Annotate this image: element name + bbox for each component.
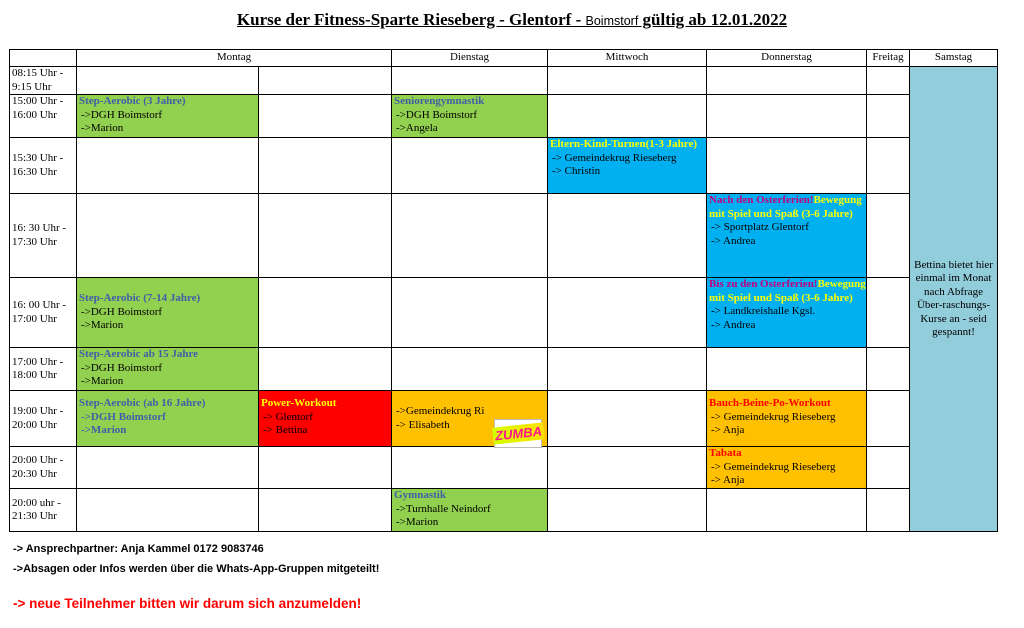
course-step-aerobic-7-14 [77,278,259,348]
course-location: -> Gemeindekrug Rieseberg [711,410,836,423]
empty-cell [77,447,259,489]
time-cell: 20:00 Uhr - 20:30 Uhr [10,447,77,489]
empty-cell [867,138,910,194]
title-valid-from: gültig ab 12.01.2022 [638,10,788,29]
empty-cell [392,138,548,194]
day-header-donnerstag: Donnerstag [707,50,867,67]
empty-cell [259,194,392,278]
empty-cell [707,95,867,138]
table-row [10,348,998,391]
header-row [10,50,998,67]
course-trainer: -> Bettina [263,424,308,436]
empty-cell [867,447,910,489]
course-gymnastik [392,489,548,532]
course-title: Eltern-Kind-Turnen(1-3 Jahre) [550,138,697,150]
empty-cell [548,95,707,138]
course-trainer: -> Anja [711,474,745,486]
title-main: Kurse der Fitness-Sparte Rieseberg - Glentorf - [236,10,586,29]
course-trainer: ->Angela [396,122,438,134]
course-location: -> Gemeindekrug Rieseberg [711,460,836,473]
empty-cell [548,447,707,489]
course-location: ->DGH Boimstorf [396,108,478,121]
course-bewegung-nach-osterferien [707,194,867,278]
time-cell: 16: 00 Uhr - 17:00 Uhr [10,278,77,348]
course-location: ->DGH Boimstorf [81,410,166,423]
empty-cell [392,348,548,391]
time-cell: 08:15 Uhr - 9:15 Uhr [10,67,77,95]
course-trainer: -> Andrea [711,234,756,247]
empty-cell [77,194,259,278]
day-header-freitag: Freitag [867,50,910,67]
course-seniorengymnastik [392,95,548,138]
schedule-table [9,49,998,532]
empty-cell [548,489,707,532]
course-trainer: ->Marion [81,122,124,134]
course-location: ->DGH Boimstorf [81,108,163,121]
course-trainer: ->Marion [396,516,439,528]
course-location: ->DGH Boimstorf [81,305,163,318]
course-location: ->Turnhalle Neindorf [396,502,491,515]
empty-cell [259,95,392,138]
zumba-logo [494,419,542,448]
day-header-montag: Montag [77,50,392,67]
table-row [10,67,998,95]
course-trainer: ->Marion [81,319,124,332]
empty-cell [548,67,707,95]
table-row [10,194,998,278]
course-eltern-kind-turnen [548,138,707,194]
course-location: -> Sportplatz Glentorf [711,221,809,233]
table-row [10,447,998,489]
empty-cell [548,278,707,348]
empty-cell [707,138,867,194]
day-header-mittwoch: Mittwoch [548,50,707,67]
day-header-dienstag: Dienstag [392,50,548,67]
course-trainer: ->Marion [81,424,127,436]
empty-cell [867,194,910,278]
course-trainer: ->Marion [81,375,124,387]
course-title: Step-Aerobic (3 Jahre) [79,95,186,107]
empty-cell [77,489,259,532]
course-location: -> Glentorf [263,410,313,423]
page-title [0,10,1024,30]
course-step-aerobic-15 [77,348,259,391]
course-title: Step-Aerobic (ab 16 Jahre) [79,397,206,409]
course-power-workout [259,391,392,447]
table-row [10,138,998,194]
course-tabata [707,447,867,489]
empty-cell [259,138,392,194]
empty-cell [259,447,392,489]
footer-new-participants: -> neue Teilnehmer bitten wir darum sich anzumelden! [13,596,362,611]
table-row [10,489,998,532]
corner-cell [10,50,77,67]
empty-cell [259,489,392,532]
course-trainer: -> Elisabeth [396,418,450,431]
course-trainer: -> Christin [552,165,601,177]
time-cell: 15:30 Uhr - 16:30 Uhr [10,138,77,194]
course-highlight: Nach den Osterferien! [709,194,814,206]
course-title-text: Bewegung mit Spiel und Spaß (3-6 Jahre) [709,278,866,304]
empty-cell [392,447,548,489]
empty-cell [867,489,910,532]
empty-cell [707,67,867,95]
course-location: ->Gemeindekrug Ri [396,405,485,417]
time-cell: 19:00 Uhr - 20:00 Uhr [10,391,77,447]
course-step-aerobic-3 [77,95,259,138]
time-cell: 15:00 Uhr - 16:00 Uhr [10,95,77,138]
empty-cell [867,348,910,391]
empty-cell [548,391,707,447]
course-title: Gymnastik [394,489,446,501]
empty-cell [548,194,707,278]
table-row [10,278,998,348]
course-location: -> Gemeindekrug Rieseberg [552,151,677,164]
time-cell: 20:00 uhr - 21:30 Uhr [10,489,77,532]
empty-cell [548,348,707,391]
course-location: -> Landkreishalle Kgsl. [711,305,816,317]
day-header-samstag: Samstag [910,50,998,67]
empty-cell [867,95,910,138]
empty-cell [259,278,392,348]
footer-contact: -> Ansprechpartner: Anja Kammel 0172 9083746 [13,543,264,555]
empty-cell [77,138,259,194]
course-title [709,194,866,221]
empty-cell [259,348,392,391]
time-cell: 16: 30 Uhr - 17:30 Uhr [10,194,77,278]
course-trainer: -> Andrea [711,318,756,331]
course-location: ->DGH Boimstorf [81,361,163,374]
course-title: Seniorengymnastik [394,95,485,107]
course-title: Step-Aerobic ab 15 Jahre [79,348,199,360]
zumba-logo-text: ZUMBA [492,422,544,444]
empty-cell [707,348,867,391]
title-location: Boimstorf [585,14,639,28]
empty-cell [392,194,548,278]
course-title: Power-Workout [261,397,337,409]
empty-cell [392,67,548,95]
course-step-aerobic-16 [77,391,259,447]
course-title: Step-Aerobic (7-14 Jahre) [79,292,201,305]
course-title: Tabata [709,447,742,459]
empty-cell [867,67,910,95]
course-trainer: -> Anja [711,424,745,436]
course-bauch-beine-po [707,391,867,447]
footer-info: ->Absagen oder Infos werden über die Whats-App-Gruppen mitgeteilt! [13,563,380,575]
saturday-note: Bettina bietet hier einmal im Monat nach Abfrage Über-raschungs-Kurse an - seid gespannt! [910,67,998,532]
empty-cell [259,67,392,95]
course-highlight: Bis zu den Osterferien! [709,278,818,290]
empty-cell [867,391,910,447]
empty-cell [867,278,910,348]
empty-cell [707,489,867,532]
table-row [10,95,998,138]
course-title: Bauch-Beine-Po-Workout [709,397,831,409]
course-bewegung-bis-osterferien [707,278,867,348]
course-title [709,278,866,305]
empty-cell [392,278,548,348]
course-title-text: Bewegung mit Spiel und Spaß (3-6 Jahre) [709,194,862,220]
time-cell: 17:00 Uhr - 18:00 Uhr [10,348,77,391]
empty-cell [77,67,259,95]
